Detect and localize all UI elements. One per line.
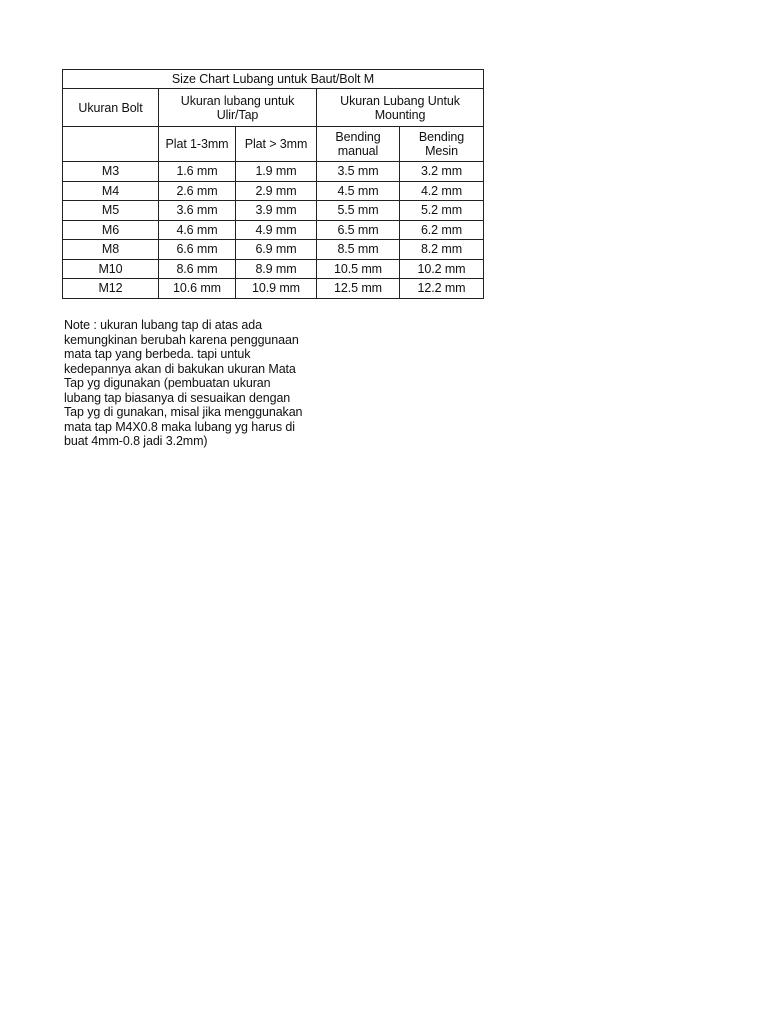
- table-row: [63, 259, 484, 279]
- cell-bending-manual: 10.5 mm: [317, 259, 400, 279]
- table-row: [63, 201, 484, 221]
- subheader-bending-mesin: Bending Mesin: [400, 127, 484, 162]
- subheader-plat-over-3mm: Plat > 3mm: [236, 127, 317, 162]
- cell-plat-1-3mm: 2.6 mm: [159, 181, 236, 201]
- cell-bending-mesin: 3.2 mm: [400, 162, 484, 182]
- table-header-row: [63, 89, 484, 127]
- table-row: [63, 279, 484, 299]
- subheader-empty-cell: [63, 127, 159, 162]
- cell-bending-manual: 5.5 mm: [317, 201, 400, 221]
- table-subheader-row: [63, 127, 484, 162]
- table-row: [63, 162, 484, 182]
- note-paragraph: Note : ukuran lubang tap di atas ada kemungkinan berubah karena penggunaan mata tap yang berbeda. tapi untuk kedepannya akan di bakukan ukuran Mata Tap yg digunakan (pembuatan ukuran lubang tap biasanya di sesuaikan dengan Tap yg di gunakan, misal jika menggunakan mata tap M4X0.8 maka lubang yg harus di buat 4mm-0.8 jadi 3.2mm): [64, 318, 303, 448]
- table-title: Size Chart Lubang untuk Baut/Bolt M: [63, 70, 484, 89]
- cell-bending-mesin: 10.2 mm: [400, 259, 484, 279]
- cell-plat-1-3mm: 10.6 mm: [159, 279, 236, 299]
- table-row: [63, 181, 484, 201]
- header-group-mounting: Ukuran Lubang Untuk Mounting: [317, 89, 484, 127]
- cell-bolt-size: M6: [63, 220, 159, 240]
- cell-plat-1-3mm: 4.6 mm: [159, 220, 236, 240]
- cell-bolt-size: M4: [63, 181, 159, 201]
- cell-bending-manual: 12.5 mm: [317, 279, 400, 299]
- cell-plat-1-3mm: 1.6 mm: [159, 162, 236, 182]
- cell-bolt-size: M8: [63, 240, 159, 260]
- cell-bending-manual: 4.5 mm: [317, 181, 400, 201]
- cell-bolt-size: M5: [63, 201, 159, 221]
- cell-plat-over-3mm: 2.9 mm: [236, 181, 317, 201]
- cell-bending-manual: 8.5 mm: [317, 240, 400, 260]
- cell-bending-manual: 6.5 mm: [317, 220, 400, 240]
- table-row: [63, 240, 484, 260]
- size-chart-table: [62, 69, 484, 299]
- cell-bolt-size: M10: [63, 259, 159, 279]
- cell-bolt-size: M3: [63, 162, 159, 182]
- cell-plat-over-3mm: 1.9 mm: [236, 162, 317, 182]
- cell-plat-1-3mm: 3.6 mm: [159, 201, 236, 221]
- cell-plat-over-3mm: 10.9 mm: [236, 279, 317, 299]
- cell-bending-mesin: 5.2 mm: [400, 201, 484, 221]
- cell-bolt-size: M12: [63, 279, 159, 299]
- table-row: [63, 220, 484, 240]
- cell-plat-over-3mm: 4.9 mm: [236, 220, 317, 240]
- cell-bending-mesin: 8.2 mm: [400, 240, 484, 260]
- cell-plat-over-3mm: 6.9 mm: [236, 240, 317, 260]
- header-ukuran-bolt: Ukuran Bolt: [63, 89, 159, 127]
- subheader-plat-1-3mm: Plat 1-3mm: [159, 127, 236, 162]
- cell-bending-mesin: 6.2 mm: [400, 220, 484, 240]
- subheader-bending-manual: Bending manual: [317, 127, 400, 162]
- cell-plat-1-3mm: 8.6 mm: [159, 259, 236, 279]
- table-title-row: [63, 70, 484, 89]
- cell-bending-mesin: 12.2 mm: [400, 279, 484, 299]
- cell-plat-1-3mm: 6.6 mm: [159, 240, 236, 260]
- cell-plat-over-3mm: 3.9 mm: [236, 201, 317, 221]
- header-group-tap: Ukuran lubang untuk Ulir/Tap: [159, 89, 317, 127]
- cell-plat-over-3mm: 8.9 mm: [236, 259, 317, 279]
- cell-bending-manual: 3.5 mm: [317, 162, 400, 182]
- cell-bending-mesin: 4.2 mm: [400, 181, 484, 201]
